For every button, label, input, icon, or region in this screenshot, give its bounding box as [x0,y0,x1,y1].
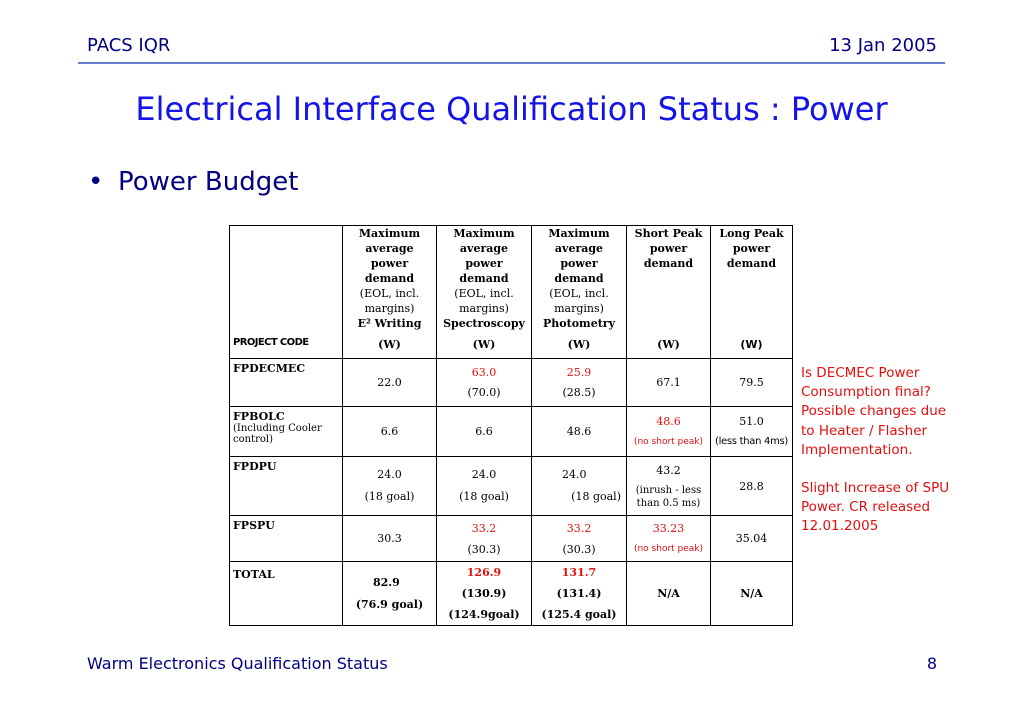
h2-l4: demand [459,272,509,285]
h3-mode: Photometry [543,317,615,330]
fpdpu-e2-goal: (18 goal) [364,490,415,503]
total-long-peak: N/A [711,562,793,626]
h2-s2: margins) [459,302,509,315]
fpdecmec-long-peak: 79.5 [711,359,793,407]
side-note [801,364,961,537]
bullet-item [88,167,298,197]
total-e2 [343,562,437,626]
h1-s1: (EOL, incl. [359,287,420,300]
h1-l2: average [365,242,414,255]
header-project-code [230,226,343,359]
table-row [230,359,793,407]
total-short-peak: N/A [627,562,711,626]
h2-unit: (W) [472,338,496,351]
bullet-text: Power Budget [118,167,299,197]
fpspu-short-value: 33.23 [652,521,685,535]
total-phot-goal: (125.4 goal) [541,608,617,621]
total-e2-goal: (76.9 goal) [355,597,424,611]
fpbolc-short-value: 48.6 [656,414,681,428]
fpbolc-short-note: (no short peak) [633,436,704,447]
h5-unit: (W) [740,338,763,351]
total-spec-goal: (124.9goal) [448,608,520,621]
fpbolc-long-value: 51.0 [739,414,764,428]
h2-s1: (EOL, incl. [454,287,514,300]
fpspu-short-peak [627,516,711,562]
h5-l3: demand [726,257,777,270]
header-project-code-text: PROJECT CODE [233,337,309,348]
fpdpu-short-note: (inrush - less than 0.5 ms) [635,485,702,509]
fpspu-spec [437,516,532,562]
fpdpu-e2-value: 24.0 [377,468,402,481]
header-left-text: PACS IQR [87,35,171,56]
fpspu-phot-alt: (30.3) [562,542,596,556]
row-fpdpu-name: FPDPU [230,457,343,516]
h3-l1: Maximum [548,227,610,240]
h1-unit: (W) [378,338,401,351]
h1-mode: E² Writing [357,317,422,330]
fpbolc-spec: 6.6 [437,407,532,457]
fpbolc-phot: 48.6 [532,407,627,457]
fpdecmec-phot-alt: (28.5) [562,385,596,399]
table-row [230,516,793,562]
table-header-row [230,226,793,359]
total-phot [532,562,627,626]
page-number: 8 [926,654,937,673]
fpdpu-short-peak [627,457,711,516]
h4-l3: demand [643,257,694,270]
h1-l3: power [370,257,409,270]
fpdecmec-phot-value: 25.9 [566,365,592,379]
total-phot-alt: (131.4) [556,587,602,600]
h3-l4: demand [554,272,604,285]
fpspu-short-note: (no short peak) [633,543,704,554]
h1-s2: margins) [364,302,415,315]
total-e2-value: 82.9 [373,575,400,589]
slide-title: Electrical Interface Qualification Status : Power [135,90,888,128]
header-col-long-peak [711,226,793,359]
row-fpdecmec-name: FPDECMEC [230,359,343,407]
fpdpu-spec-value: 24.0 [471,468,497,481]
total-spec [437,562,532,626]
fpdpu-phot-value: 24.0 [562,468,587,481]
header-date: 13 Jan 2005 [829,35,937,56]
h4-l2: power [649,242,688,255]
note-spu: Slight Increase of SPU Power. CR released 12.01.2005 [801,480,950,535]
fpspu-phot-value: 33.2 [566,521,592,535]
header-col-short-peak [627,226,711,359]
fpdecmec-spec-value: 63.0 [471,365,497,379]
header-col-photometry [532,226,627,359]
h5-l1: Long Peak [719,227,784,240]
h3-s1: (EOL, incl. [549,287,609,300]
fpspu-spec-alt: (30.3) [467,542,501,556]
fpdpu-phot-goal: (18 goal) [571,490,621,503]
h2-l3: power [465,257,503,270]
fpdpu-spec [437,457,532,516]
header-col-spectroscopy [437,226,532,359]
table-row [230,562,793,626]
total-phot-value: 131.7 [561,566,597,579]
fpbolc-e2: 6.6 [343,407,437,457]
bullet-icon: • [88,167,104,197]
fpspu-e2: 30.3 [343,516,437,562]
row-fpspu-name: FPSPU [230,516,343,562]
power-budget-table [229,225,793,626]
fpdpu-short-value: 43.2 [656,464,681,477]
h3-s2: margins) [554,302,604,315]
h1-l4: demand [364,272,415,285]
fpdecmec-spec [437,359,532,407]
note-decmec: Is DECMEC Power Consumption final? Possible changes due to Heater / Flasher Implementation. [801,365,947,458]
fpbolc-long-peak [711,407,793,457]
h3-l2: average [554,242,604,255]
fpspu-long-peak: 35.04 [711,516,793,562]
fpdecmec-phot [532,359,627,407]
h2-l1: Maximum [453,227,515,240]
h3-l3: power [560,257,598,270]
h1-l1: Maximum [358,227,421,240]
total-spec-alt: (130.9) [461,587,507,600]
fpdecmec-e2: 22.0 [343,359,437,407]
fpbolc-name: FPBOLC [233,410,285,423]
header-rule [78,62,945,64]
h3-unit: (W) [567,338,591,351]
table-row [230,407,793,457]
h5-l2: power [732,242,771,255]
fpspu-spec-value: 33.2 [471,521,497,535]
fpdpu-spec-goal: (18 goal) [459,490,509,503]
fpdpu-phot [532,457,627,516]
footer-title: Warm Electronics Qualification Status [87,654,388,673]
table-row [230,457,793,516]
fpspu-phot [532,516,627,562]
row-total-name: TOTAL [230,562,343,626]
h4-unit: (W) [657,338,680,351]
h2-l2: average [459,242,509,255]
row-fpbolc-name [230,407,343,457]
fpbolc-sub: (Including Cooler control) [233,423,322,445]
h4-l1: Short Peak [634,227,703,240]
fpdpu-e2 [343,457,437,516]
fpdecmec-spec-alt: (70.0) [467,385,501,399]
total-spec-value: 126.9 [466,566,502,579]
header-col-e2-writing [343,226,437,359]
fpbolc-long-note: (less than 4ms) [714,435,789,447]
fpbolc-short-peak [627,407,711,457]
fpdpu-long-peak: 28.8 [711,457,793,516]
fpdecmec-short-peak: 67.1 [627,359,711,407]
h2-mode: Spectroscopy [443,317,525,330]
